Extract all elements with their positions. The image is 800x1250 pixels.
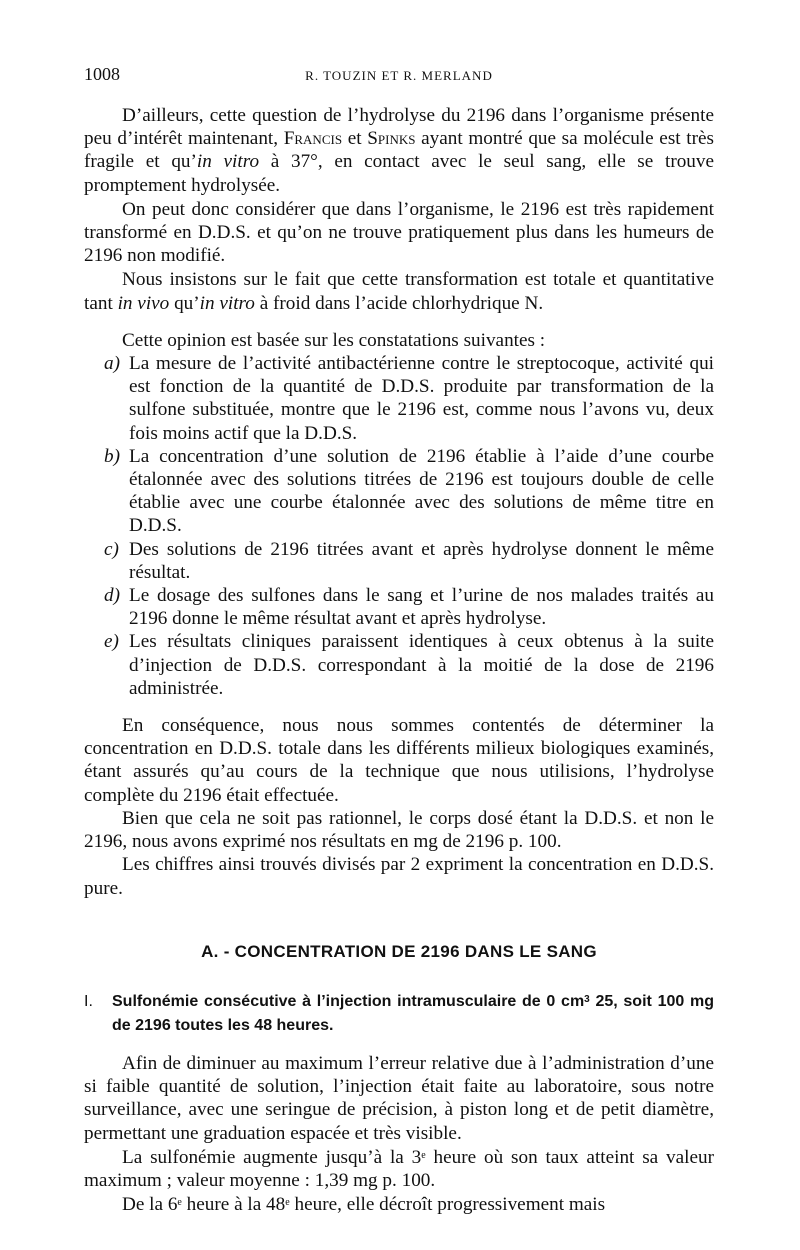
paragraph [84,268,714,314]
list-item [84,352,714,445]
page-header [84,64,714,88]
list-label: a) [104,353,120,375]
latin-term: in vitro [196,151,260,173]
paragraph: Cette opinion est basée sur les constatations suivantes : [122,329,546,351]
list-text: La mesure de l’activité antibactérienne contre le streptocoque, activité qui est fonction de la quantité de D.D.S. produite par transformation de la sulfone substituée, montre que le 2196 est, comme nous l’avons vu, deux fois moins actif que la D.D.S. [129,353,714,444]
list-text: La concentration d’une solution de 2196 établie à l’aide d’une courbe étalonnée avec des solutions titrées de 2196 est toujours double de celle établie avec une courbe étalonnée avec des solutions de même titre en D.D.S. [129,445,714,537]
superscript: e [285,1197,290,1209]
paragraph [84,1193,714,1216]
list-text: Les résultats cliniques paraissent identiques à ceux obtenus à la suite d’injection de D.D.S. correspondant à la moitié de la dose de 2196 administrée. [129,631,714,699]
text-span: Sulfonémie consécutive à l’injection intramusculaire de 0 cm [112,992,585,1010]
text-span: Nous insistons sur le fait que cette transformation est totale et quantitative tant [84,269,714,314]
running-title: R. TOUZIN ET R. MERLAND [305,68,493,83]
superscript: e [177,1197,182,1209]
text-span: à froid dans l’acide chlorhydrique N. [254,292,544,314]
paragraph: On peut donc considérer que dans l’organisme, le 2196 est très rapidement transformé en D.D.S. et qu’on ne trouve pratiquement plus dans les humeurs de 2196 non modifié. [84,198,714,267]
superscript: e [421,1149,426,1161]
section-heading: A. - CONCENTRATION DE 2196 DANS LE SANG [201,941,597,961]
author-name: Spinks [367,128,416,150]
latin-term: in vitro [199,292,255,314]
list-item [84,630,714,700]
page-number: 1008 [84,64,120,84]
list-text: Le dosage des sulfones dans le sang et l’urine de nos malades traités au 2196 donne le même résultat avant et après hydrolyse. [129,585,714,630]
list-item [84,445,714,538]
text-span: et [342,128,368,150]
paragraph: Les chiffres ainsi trouvés divisés par 2 expriment la concentration en D.D.S. pure. [84,854,714,899]
text-span: à 37°, en contact avec le seul sang, elle se trouve promptement hydrolysée. [84,151,715,196]
latin-term: in vivo [117,292,170,314]
text-span: D’ailleurs, cette question de l’hydrolyse du 2196 dans l’organisme présente peu d’intérêt maintenant, [84,105,714,150]
text-span: La sulfonémie augmente jusqu’à la 3 [122,1146,422,1168]
text-span: 25, soit 100 mg de 2196 toutes les 48 heures. [112,992,714,1034]
subsection-number: I. [84,992,93,1010]
paragraph [84,104,714,197]
list-label: d) [104,585,120,607]
paragraph: En conséquence, nous nous sommes contentés de déterminer la concentration en D.D.S. totale dans les différents milieux biologiques examinés, étant assurés qu’au cours de la technique que nous utilisions, l’hydrolyse complète du 2196 était effectuée. [84,715,714,806]
paragraph: Bien que cela ne soit pas rationnel, le corps dosé étant la D.D.S. et non le 2196, nous avons exprimé nos résultats en mg de 2196 p. 100. [84,807,714,853]
paragraph [84,1146,714,1192]
paragraph: Afin de diminuer au maximum l’erreur relative due à l’administration d’une si faible quantité de solution, l’injection était faite au laboratoire, sous notre surveillance, avec une seringue de précision, à piston long et de petit diamètre, permettant une graduation espacée et très visible. [84,1052,714,1144]
body-text [84,104,714,1216]
list-text: Des solutions de 2196 titrées avant et après hydrolyse donnent le même résultat. [129,538,714,583]
list-item [84,584,714,630]
list-label: c) [104,538,119,560]
text-span: ayant montré que sa molécule est très fragile et qu’ [84,128,714,173]
author-name: Francis [283,128,343,150]
superscript: 3 [584,993,590,1005]
text-span: heure, elle décroît progressivement mais [289,1194,606,1216]
subsection-heading [84,990,714,1038]
list-item [84,538,714,584]
list-label: b) [104,445,120,467]
observation-list [84,352,714,700]
text-span: heure à la 48 [181,1194,286,1216]
text-span: heure où son taux atteint sa valeur maximum ; valeur moyenne : 1,39 mg p. 100. [84,1146,714,1191]
text-span: De la 6 [122,1194,178,1216]
list-label: e) [104,631,119,653]
text-span: qu’ [169,292,200,314]
